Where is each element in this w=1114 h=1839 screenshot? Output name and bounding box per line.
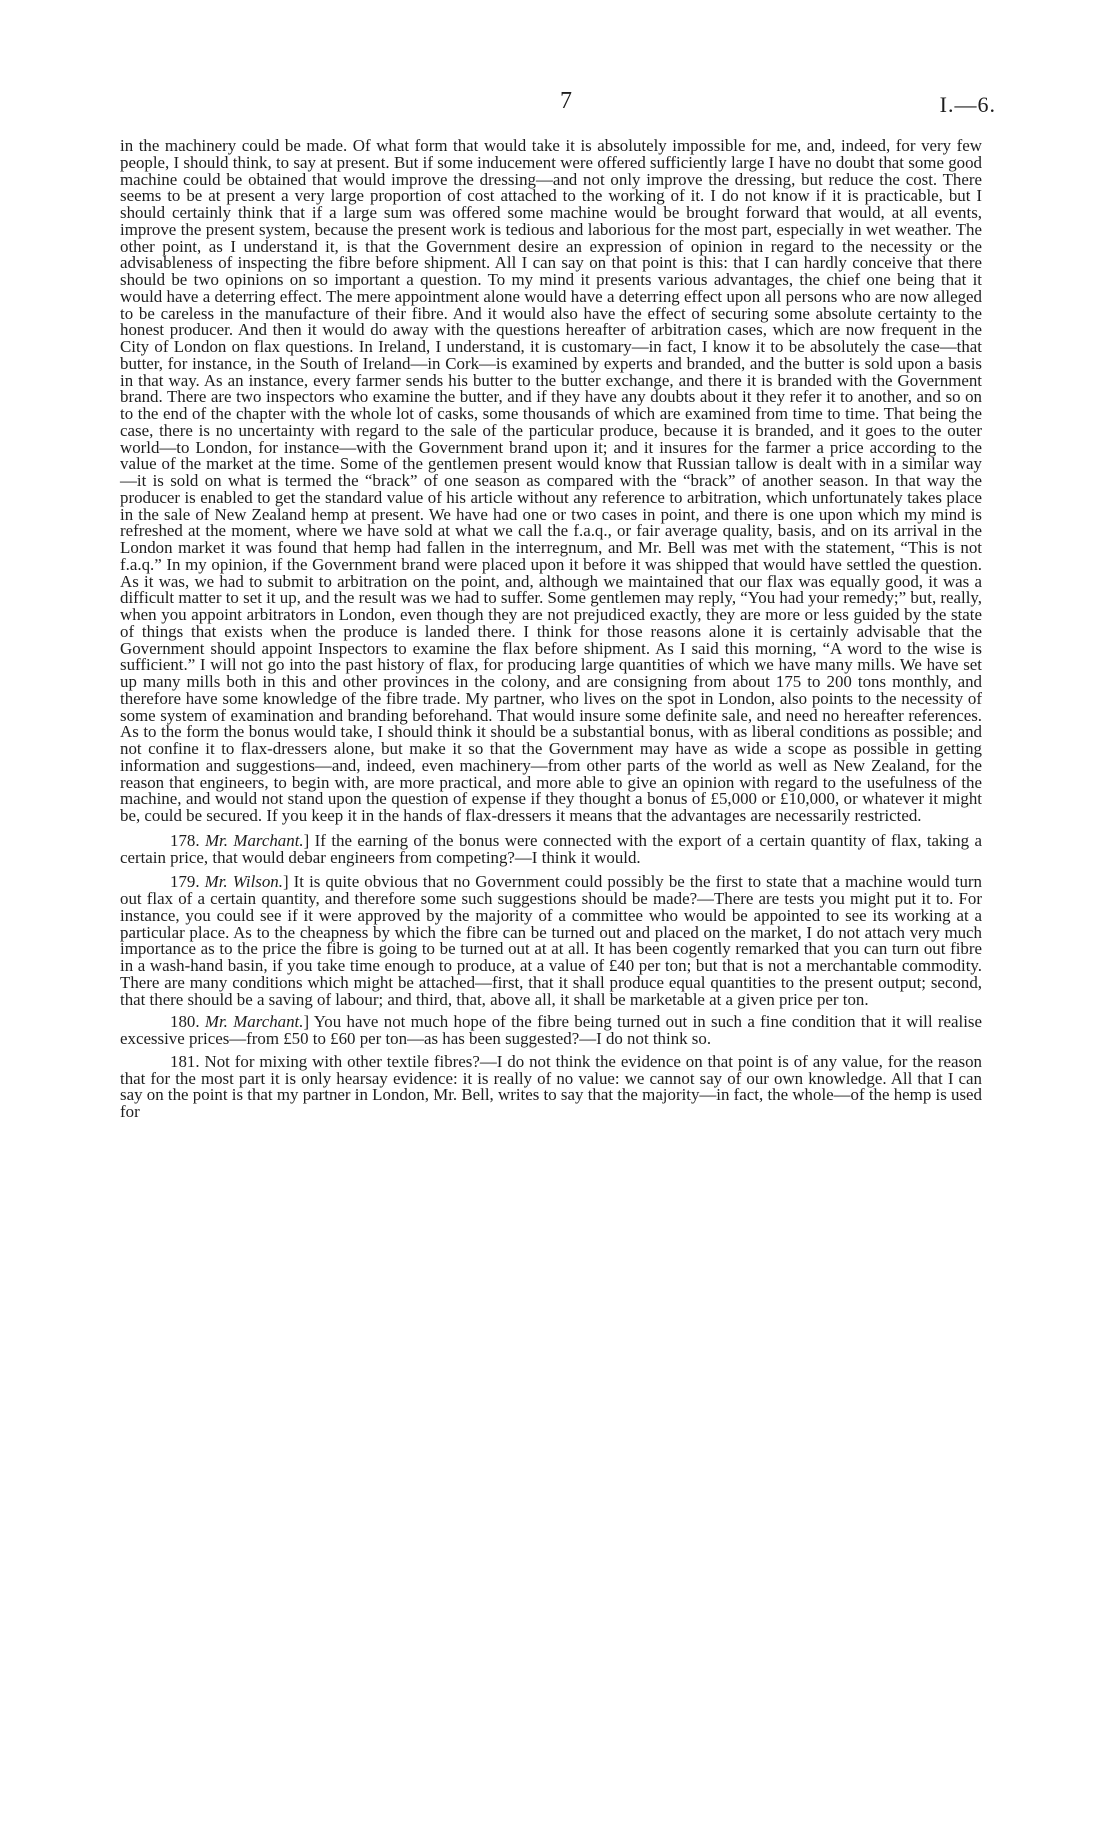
speaker-name: Mr. Marchant.: [204, 1012, 304, 1032]
question-180: [120, 1014, 982, 1048]
question-number: 181.: [170, 1051, 200, 1071]
question-178: [120, 830, 982, 867]
question-text: ] If the earning of the bonus were connected with the export of a certain quantity of flax, taking a certain price, that would debar engineers from competing?—I think it would.: [120, 830, 982, 867]
question-179: [120, 874, 982, 1008]
speaker-name: Mr. Wilson.: [204, 872, 283, 892]
page-number: 7: [560, 88, 572, 114]
question-number: 179.: [170, 872, 200, 892]
question-number: 180.: [170, 1012, 200, 1032]
question-181: [120, 1051, 982, 1121]
question-text: ] You have not much hope of the fibre being turned out in such a fine condition that it will realise excessive prices—from £50 to £60 per ton—as has been suggested?—I do not think so.: [120, 1012, 982, 1048]
speaker-name: Mr. Marchant.: [204, 830, 304, 850]
paragraph-continuation: in the machinery could be made. Of what form that would take it is absolutely impossible for me, and, indeed, for very few people, I should think, to say at present. But if some inducement were offered sufficiently large I have no doubt that some good machine could be obtained that would improve the dressing—and not only improve the dressing, but reduce the cost. There seems to be at present a very large proportion of cost attached to the working of it. I do not know if it is practicable, but I should certainly think that if a large sum was offered some machine would be brought forward that would, at all events, improve the present system, because the present work is tedious and laborious for the most part, especially in wet weather. The other point, as I understand it, is that the Government desire an expression of opinion in regard to the necessity or the advisableness of inspecting the fibre before shipment. All I can say on that point is this: that I can hardly conceive that there should be two opinions on so important a question. To my mind it presents various advantages, the chief one being that it would have a deterring effect. The mere appointment alone would have a deterring effect upon all persons who are now alleged to be careless in the manufacture of their fibre. And it would also have the effect of securing some absolute certainty to the honest producer. And then it would do away with the questions hereafter of arbitration cases, which are now frequent in the City of London on flax questions. In Ireland, I understand, it is customary—in fact, I know it to be absolutely the case—that butter, for instance, in the South of Ireland—in Cork—is examined by experts and branded, and the butter is sold upon a basis in that way. As an instance, every farmer sends his butter to the butter exchange, and there it is branded with the Government brand. There are two inspectors who examine the butter, and if they have any doubts about it they refer it to another, and so on to the end of the chapter with the whole lot of casks, some thousands of which are examined from time to time. That being the case, there is no uncertainty with regard to the sale of the particular produce, because it is branded, and it goes to the outer world—to London, for instance—with the Government brand upon it; and it insures for the farmer a price according to the value of the market at the time. Some of the gentlemen present would know that Russian tallow is dealt with in a similar way—it is sold on what is termed the “brack” of one season as compared with the “brack” of another season. In that way the producer is enabled to get the standard value of his article without any reference to arbitration, which unfortunately takes place in the sale of New Zealand hemp at present. We have had one or two cases in point, and there is one upon which my mind is refreshed at the moment, where we have sold at what we call the f.a.q., or fair average quality, basis, and on its arrival in the London market it was found that hemp had fallen in the interregnum, and Mr. Bell was met with the statement, “This is not f.a.q.” In my opinion, if the Government brand were placed upon it before it was shipped that would have settled the question. As it was, we had to submit to arbitration on the point, and, although we maintained that our flax was equally good, it was a difficult matter to set it up, and the result was we had to suffer. Some gentlemen may reply, “You had your remedy;” but, really, when you appoint arbitrators in London, even though they are not prejudiced exactly, they are more or less guided by the state of things that exists when the produce is landed there. I think for those reasons alone it is certainly advisable that the Government should appoint Inspectors to examine the flax before shipment. As I said this morning, “A word to the wise is sufficient.” I will not go into the past history of flax, for producing large quantities of which we have many mills. We have set up many mills both in this and other provinces in the colony, and are consigning from about 175 to 200 tons monthly, and therefore have some knowledge of the fibre trade. My partner, who lives on the spot in London, also points to the necessity of some system of examination and branding beforehand. That would insure some definite sale, and need no hereafter references. As to the form the bonus would take, I should think it should be a substantial bonus, with as liberal conditions as possible; and not confine it to flax-dressers alone, but make it so that the Government may have as wide a scope as possible in getting information and suggestions—and, indeed, even machinery—from other parts of the world as well as New Zealand, for the reason that engineers, to begin with, are more practical, and more able to give an opinion with regard to the usefulness of the machine, and would not stand upon the question of expense if they thought a bonus of £5,000 or £10,000, or whatever it might be, could be secured. If you keep it in the hands of flax-dressers it means that the advantages are necessarily restricted.: [120, 136, 982, 825]
body-text: [120, 138, 982, 1121]
question-number: 178.: [170, 830, 200, 850]
question-text: ] It is quite obvious that no Government could possibly be the first to state that a machine would turn out flax of a certain quantity, and therefore some such suggestions should be made?—There are tests you might put it to. For instance, you could see if it were approved by the majority of a committee who would be appointed to see its working at a particular place. As to the cheapness by which the fibre can be turned out and placed on the market, I do not attach very much importance as to the price the fibre is going to be turned out at at all. It has been cogently remarked that you can turn out fibre in a wash-hand basin, if you take time enough to produce, at a value of £40 per ton; but that is not a merchantable commodity. There are many conditions which might be attached—first, that it shall produce equal quantities to the present output; second, that there should be a saving of labour; and third, that, above all, it shall be marketable at a given price per ton.: [120, 872, 982, 1009]
document-reference-code: I.—6.: [939, 92, 996, 117]
question-text: Not for mixing with other textile fibres?—I do not think the evidence on that point is of any value, for the reason that for the most part it is only hearsay evidence: it is really of no value: we cannot say of our own knowledge. All that I can say on the point is that my partner in London, Mr. Bell, writes to say that the majority—in fact, the whole—of the hemp is used for: [120, 1051, 982, 1121]
